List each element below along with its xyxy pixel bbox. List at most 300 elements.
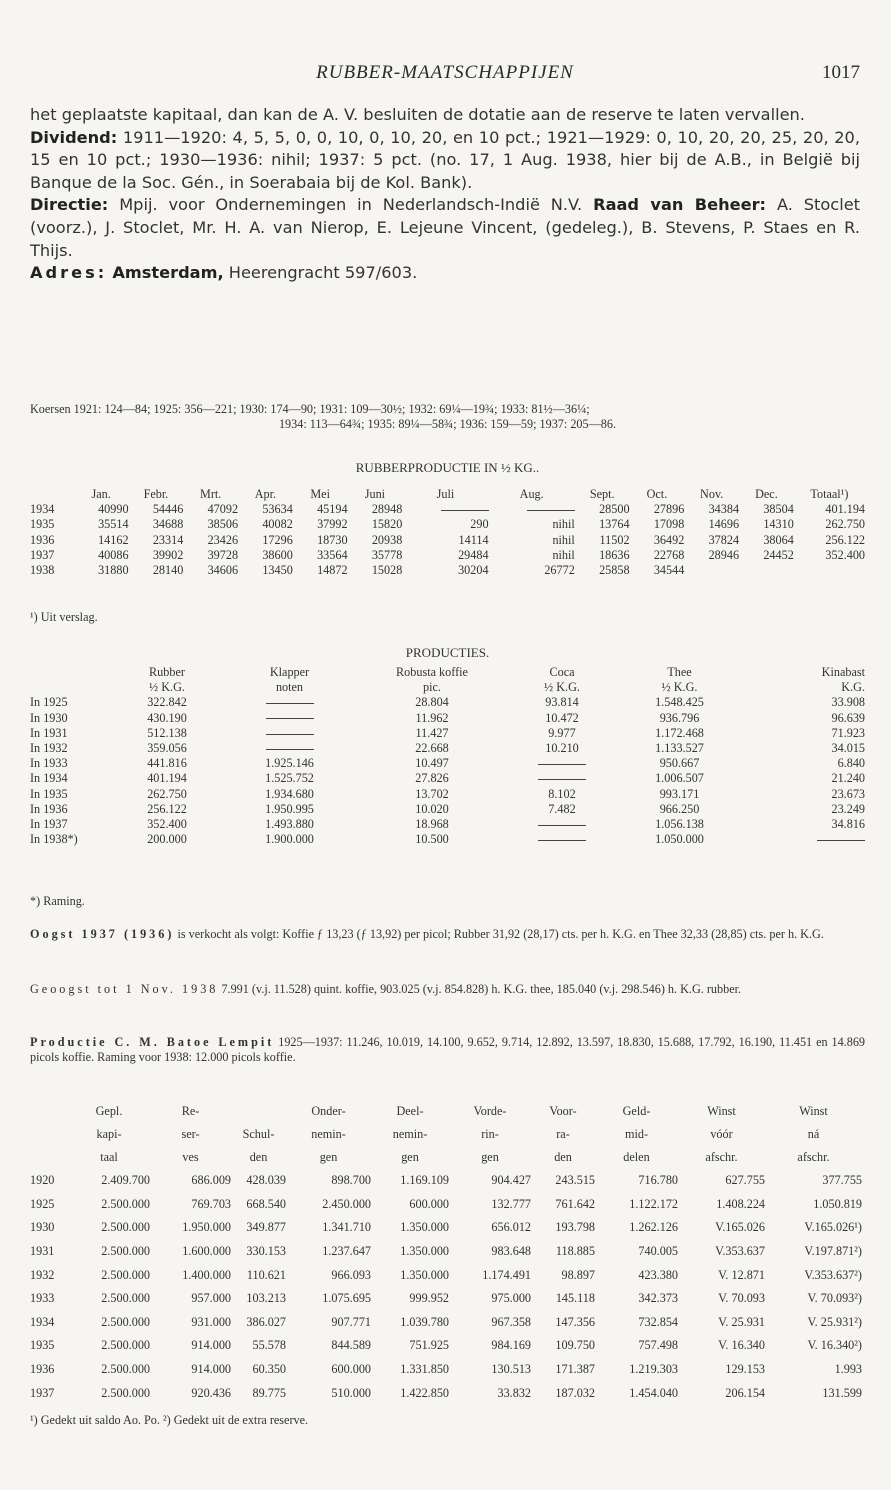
table-row (30, 1169, 862, 1193)
column-header (30, 487, 74, 502)
table-cell: 967.358 (491, 1314, 531, 1329)
table-cell: 38064 (763, 532, 794, 547)
table-cell: 2.500.000 (101, 1220, 150, 1235)
column-header: Vorde- (473, 1103, 507, 1118)
column-header: Winst (707, 1103, 736, 1118)
table-cell: 40086 (98, 547, 129, 562)
table-cell: 131.599 (822, 1385, 862, 1400)
table-cell: 145.118 (555, 1291, 595, 1306)
table-cell (402, 502, 488, 517)
column-header: afschr. (797, 1149, 830, 1164)
table-row (30, 533, 865, 548)
table-cell: 20938 (371, 532, 403, 547)
row-year: 1930 (30, 1220, 55, 1235)
table-cell: 171.387 (555, 1361, 595, 1376)
table-cell: 386.027 (246, 1314, 286, 1329)
table-cell: 1.600.000 (182, 1243, 231, 1258)
table-cell: 256.122 (147, 801, 187, 816)
table-cell: 914.000 (191, 1361, 231, 1376)
table-cell: 716.780 (638, 1173, 678, 1188)
table-cell: V. 16.340²) (807, 1338, 862, 1353)
table-cell: 23426 (207, 532, 239, 547)
column-header: Febr. (143, 487, 169, 501)
table-cell: 14114 (458, 532, 489, 547)
table-cell: 844.589 (331, 1338, 371, 1353)
table-cell: 1.331.850 (400, 1361, 449, 1376)
table-cell: 9.977 (548, 725, 576, 740)
table-cell: 2.500.000 (101, 1243, 150, 1258)
producties-table (30, 665, 865, 847)
row-year: 1935 (30, 1338, 55, 1353)
table-cell: 732.854 (638, 1314, 678, 1329)
table-cell: 1.075.695 (322, 1291, 371, 1306)
table-cell: 23.673 (831, 786, 865, 801)
table-cell: 352.400 (825, 547, 865, 562)
table-cell (507, 832, 617, 847)
table-cell: 13450 (262, 563, 293, 578)
table-cell: 1.900.000 (265, 832, 314, 847)
column-header: Gepl. (95, 1103, 123, 1118)
table-cell: V.353.637 (715, 1243, 765, 1258)
financien-footnote: ¹) Gedekt uit saldo Ao. Po. ²) Gedekt uit de extra reserve. (30, 1413, 309, 1427)
table-cell: 1.133.527 (655, 741, 704, 756)
adres-city: Amsterdam, (112, 263, 224, 283)
table-cell (507, 756, 617, 771)
table-cell: 993.171 (659, 786, 700, 801)
directie-text: Mpij. voor Ondernemingen in Nederlandsch-Indië N.V. (119, 195, 583, 215)
table-cell: 33564 (317, 547, 348, 562)
column-header: Juli (436, 487, 455, 501)
table-cell: 110.621 (246, 1267, 286, 1282)
table-cell: 322.842 (147, 695, 187, 710)
row-year: In 1930 (30, 710, 68, 725)
table-row (30, 1240, 862, 1264)
dash-mark (441, 510, 489, 511)
table-cell: 1.056.138 (655, 817, 704, 832)
table-cell: 686.009 (191, 1173, 231, 1188)
table-cell: 40990 (98, 502, 129, 517)
table-cell: 751.925 (409, 1338, 449, 1353)
dash-mark (266, 734, 314, 735)
table-cell: 22.668 (415, 741, 449, 756)
table-cell: 1.454.040 (629, 1385, 678, 1400)
table-row (30, 832, 865, 847)
table-row (30, 1287, 862, 1311)
table-cell: 1.350.000 (400, 1243, 449, 1258)
column-header: Schul- (242, 1126, 275, 1141)
dash-mark (266, 703, 314, 704)
raad-text: A. Stoclet (voorz.), J. Stoclet, Mr. H. A. van Nierop, E. Lejeune Vincent, (gedeleg.), B. Stevens, P. Staes en R. Thijs. (30, 195, 860, 260)
table-cell: 428.039 (246, 1173, 286, 1188)
table-cell: 2.500.000 (101, 1361, 150, 1376)
table-cell: nihil (552, 532, 575, 547)
table-cell: 668.540 (246, 1196, 286, 1211)
table-cell (507, 771, 617, 786)
table-cell: 18.968 (415, 817, 449, 832)
table-cell: 93.814 (545, 695, 579, 710)
table-row (30, 771, 865, 786)
table-cell: 39728 (207, 547, 239, 562)
column-header: Geld- (622, 1103, 651, 1118)
table-cell: 31880 (98, 563, 129, 578)
table-cell: 1.050.000 (655, 832, 704, 847)
table-cell: 39902 (152, 547, 184, 562)
table-cell: 96.639 (831, 710, 865, 725)
column-header: Onder- (311, 1103, 346, 1118)
table-cell: 1.169.109 (400, 1173, 449, 1188)
table-cell: 38504 (763, 502, 794, 517)
table-cell: 28.804 (415, 695, 449, 710)
table-row (30, 756, 865, 771)
raad-label: Raad van Beheer: (593, 195, 767, 215)
table-cell: V.197.871²) (804, 1243, 862, 1258)
table-cell: 2.500.000 (101, 1291, 150, 1306)
koersen-line-2: 1934: 113—64¾; 1935: 89¼—58¾; 1936: 159—59; 1937: 205—86. (278, 417, 617, 431)
table-cell: 1.400.000 (182, 1267, 231, 1282)
column-header: Voor- (549, 1103, 577, 1118)
table-cell: 342.373 (638, 1291, 678, 1306)
table-cell (739, 563, 794, 578)
body-text (30, 104, 860, 285)
table-cell: 2.500.000 (101, 1385, 150, 1400)
table-row (30, 741, 865, 756)
table-cell: 761.642 (555, 1196, 595, 1211)
table-cell: 510.000 (331, 1385, 371, 1400)
table-cell: 18636 (599, 547, 630, 562)
table-header-row (30, 1146, 862, 1169)
table-cell: 1.408.224 (716, 1196, 765, 1211)
table-row (30, 726, 865, 741)
table-row (30, 1263, 862, 1287)
rubberproductie-title: RUBBERPRODUCTIE IN ½ KG.. (355, 460, 540, 475)
table-cell: 47092 (207, 502, 239, 517)
row-year: 1936 (30, 1361, 55, 1376)
column-header (30, 665, 112, 680)
table-cell: 10.020 (415, 801, 449, 816)
column-header: den (249, 1149, 268, 1164)
table-cell: 21.240 (831, 771, 865, 786)
column-header: K.G. (841, 680, 865, 695)
table-cell: 53634 (262, 502, 293, 517)
column-header: ra- (556, 1126, 570, 1141)
table-row (30, 1334, 862, 1358)
column-header: ½ K.G. (661, 680, 698, 695)
dash-mark (538, 825, 586, 826)
table-cell: 129.153 (725, 1361, 765, 1376)
column-header: rin- (481, 1126, 499, 1141)
column-header: kapi- (96, 1126, 122, 1141)
column-header: Totaal¹) (810, 487, 849, 501)
table-cell: 23314 (152, 532, 184, 547)
table-cell (222, 726, 357, 741)
intro-paragraph: het geplaatste kapitaal, dan kan de A. V. besluiten de dotatie aan de reserve te laten vervallen. (30, 105, 805, 124)
table-cell: 23.249 (831, 801, 865, 816)
table-row (30, 802, 865, 817)
table-cell: 27.826 (415, 771, 449, 786)
column-header: Jan. (91, 487, 111, 501)
table-cell: 103.213 (246, 1291, 286, 1306)
column-header: Dec. (755, 487, 778, 501)
table-cell: 14310 (763, 517, 794, 532)
column-header: Oct. (646, 487, 668, 501)
row-year: 1931 (30, 1243, 55, 1258)
table-cell: 1.122.172 (629, 1196, 678, 1211)
column-header: ná (807, 1126, 820, 1141)
table-cell: 262.750 (147, 786, 187, 801)
table-row (30, 548, 865, 563)
table-cell: 656.012 (491, 1220, 531, 1235)
table-cell: 10.210 (545, 741, 579, 756)
column-header: Juni (364, 487, 386, 501)
table-cell: 34.015 (831, 741, 865, 756)
productie-paragraph (30, 1035, 865, 1065)
table-cell: 14696 (708, 517, 740, 532)
table-cell: 130.513 (491, 1361, 531, 1376)
table-cell: 1.950.000 (182, 1220, 231, 1235)
row-year: In 1933 (30, 756, 68, 771)
table-cell: 401.194 (147, 771, 187, 786)
column-header: Apr. (254, 487, 277, 501)
table-cell (222, 695, 357, 710)
table-cell: 15028 (371, 563, 403, 578)
table-cell: 627.755 (725, 1173, 765, 1188)
table-row (30, 517, 865, 532)
row-year: 1938 (30, 563, 55, 578)
table-cell: 10.497 (415, 756, 449, 771)
table-cell: 904.427 (491, 1173, 531, 1188)
table-cell: 147.356 (555, 1314, 595, 1329)
table-cell: V. 25.931 (718, 1314, 765, 1329)
row-year: 1936 (30, 532, 55, 547)
column-header: Thee (667, 665, 692, 679)
table-cell: 13764 (599, 517, 630, 532)
table-cell: 999.952 (409, 1291, 449, 1306)
table-cell: 14162 (98, 532, 129, 547)
column-header: afschr. (705, 1149, 738, 1164)
dash-mark (538, 764, 586, 765)
table-cell: 931.000 (191, 1314, 231, 1329)
column-header: ½ K.G. (149, 680, 185, 695)
table-cell: 359.056 (147, 741, 187, 756)
column-header: gen (319, 1149, 338, 1164)
table-cell: 330.153 (246, 1243, 286, 1258)
column-header: nemin- (392, 1126, 428, 1141)
table-cell: 2.409.700 (101, 1173, 150, 1188)
directie-label: Directie: (30, 195, 109, 215)
column-header: Kinabast (821, 665, 865, 679)
table-cell: 6.840 (837, 756, 865, 771)
dash-mark (527, 510, 575, 511)
table-cell: 14872 (317, 563, 348, 578)
table-cell: 17098 (653, 517, 685, 532)
table-cell (222, 711, 357, 726)
geoogst-text: 7.991 (v.j. 11.528) quint. koffie, 903.025 (v.j. 854.828) h. K.G. thee, 185.040 (v.j. 298.546) h. K.G. rubber. (221, 982, 742, 996)
table-cell: 1.493.880 (265, 817, 314, 832)
table-cell: 401.194 (825, 502, 865, 517)
table-cell: V.165.026¹) (804, 1220, 862, 1235)
table-cell: 15820 (371, 517, 403, 532)
column-header: Re- (181, 1103, 200, 1118)
column-header: Aug. (519, 487, 544, 501)
row-year: 1932 (30, 1267, 55, 1282)
table-cell: 290 (470, 517, 489, 532)
dividend-paragraph (30, 127, 860, 195)
row-year: In 1934 (30, 771, 68, 786)
table-cell: 966.250 (659, 801, 700, 816)
table-cell: 966.093 (331, 1267, 371, 1282)
row-year: In 1931 (30, 725, 68, 740)
column-header: mid- (624, 1126, 649, 1141)
table-cell: 34384 (708, 502, 740, 517)
column-header: pic. (423, 680, 441, 695)
koersen-line-1: Koersen 1921: 124—84; 1925: 356—221; 1930: 174—90; 1931: 109—30½; 1932: 69¼—19¾; 1933: 81½—36¼; (30, 402, 590, 416)
table-cell: 1.525.752 (265, 771, 314, 786)
table-cell: 10.472 (545, 710, 579, 725)
column-header (30, 1100, 68, 1123)
table-header-row (30, 1123, 862, 1146)
table-cell: 1.925.146 (265, 756, 314, 771)
table-cell: 1.422.850 (400, 1385, 449, 1400)
row-year: 1937 (30, 547, 55, 562)
oogst-text: is verkocht als volgt: Koffie ƒ 13,23 (ƒ 13,92) per picol; Rubber 31,92 (28,17) cts. per h. K.G. en Thee 32,33 (28,85) cts. per h. K.G. (177, 927, 824, 941)
table-cell: 1.548.425 (655, 695, 704, 710)
table-cell (742, 832, 865, 847)
row-year: 1935 (30, 517, 55, 532)
table-cell: 187.032 (555, 1385, 595, 1400)
column-header (30, 1123, 68, 1146)
row-year: 1937 (30, 1385, 55, 1400)
table-cell: 1.219.303 (629, 1361, 678, 1376)
rubberproductie-table (30, 487, 865, 578)
dash-mark (538, 840, 586, 841)
table-cell: 26772 (544, 563, 575, 578)
table-cell: V.165.026 (715, 1220, 765, 1235)
column-header: vóór (710, 1126, 733, 1141)
column-header: Nov. (700, 487, 724, 501)
table-cell: 1.993 (834, 1361, 862, 1376)
table-cell: 262.750 (825, 517, 865, 532)
row-year: In 1937 (30, 817, 68, 832)
table-cell: 24452 (763, 547, 794, 562)
koersen-block (30, 402, 865, 432)
producties-title: PRODUCTIES. (405, 645, 490, 660)
table-header-row (30, 1100, 862, 1123)
row-year: 1934 (30, 1314, 55, 1329)
table-cell: 34.816 (831, 817, 865, 832)
table-cell: 1.006.507 (655, 771, 704, 786)
table-row (30, 787, 865, 802)
dividend-label: Dividend: (30, 127, 118, 147)
table-cell: 1.262.126 (629, 1220, 678, 1235)
table-cell: 38600 (262, 547, 293, 562)
table-cell: 38506 (207, 517, 239, 532)
table-cell: 11.962 (415, 710, 449, 725)
table-cell: nihil (552, 517, 575, 532)
table-cell: 352.400 (147, 817, 187, 832)
column-header: Coca (549, 665, 575, 679)
table-cell: 34544 (653, 563, 685, 578)
table-cell: 430.190 (147, 710, 187, 725)
column-header: ½ K.G. (544, 680, 580, 695)
table-cell: 60.350 (252, 1361, 286, 1376)
table-cell: 13.702 (415, 786, 449, 801)
table-cell: 34606 (207, 563, 239, 578)
column-header: Winst (799, 1103, 828, 1118)
table-cell: V. 12.871 (718, 1267, 765, 1282)
column-header: gen (481, 1149, 499, 1164)
table-row (30, 695, 865, 710)
column-header: delen (623, 1149, 650, 1164)
column-header (231, 1100, 286, 1123)
table-cell (794, 563, 865, 578)
table-cell: 1.172.468 (655, 725, 704, 740)
table-cell: 1.039.780 (400, 1314, 449, 1329)
table-cell: 35514 (98, 517, 129, 532)
table-cell: 1.350.000 (400, 1267, 449, 1282)
column-header: Robusta koffie (396, 665, 468, 679)
table-cell: 920.436 (191, 1385, 231, 1400)
column-header: ves (182, 1149, 199, 1164)
table-cell: 34688 (152, 517, 184, 532)
table-cell: 28140 (152, 563, 184, 578)
table-cell: 1.350.000 (400, 1220, 449, 1235)
table-cell: 132.777 (491, 1196, 531, 1211)
dash-mark (538, 779, 586, 780)
financien-table (30, 1100, 862, 1405)
table-cell: 600.000 (409, 1196, 449, 1211)
oogst-paragraph (30, 927, 865, 942)
table-header-row (30, 665, 865, 680)
table-row (30, 1311, 862, 1335)
table-cell: 984.169 (491, 1338, 531, 1353)
table-cell (507, 817, 617, 832)
table-cell (489, 502, 575, 517)
table-cell: 27896 (653, 502, 685, 517)
table-cell: 2.500.000 (101, 1267, 150, 1282)
table-cell: 33.908 (831, 695, 865, 710)
table-cell: 28946 (708, 547, 740, 562)
table-row (30, 711, 865, 726)
column-header: gen (401, 1149, 419, 1164)
row-year: In 1925 (30, 695, 68, 710)
table-cell: 25858 (599, 563, 630, 578)
running-header (30, 62, 860, 84)
row-year: 1933 (30, 1291, 55, 1306)
column-header: nemin- (311, 1126, 346, 1141)
dash-mark (266, 718, 314, 719)
table-row (30, 1358, 862, 1382)
table-cell: 36492 (653, 532, 685, 547)
table-cell: V. 16.340 (718, 1338, 765, 1353)
column-header: den (554, 1149, 572, 1164)
table-header-row (30, 487, 865, 502)
table-cell: 2.500.000 (101, 1314, 150, 1329)
table-cell (684, 563, 739, 578)
geoogst-label: Geoogst tot 1 Nov. 1938 (30, 982, 219, 996)
table-cell: 975.000 (491, 1291, 531, 1306)
table-cell: V. 25.931²) (807, 1314, 862, 1329)
dash-mark (817, 840, 865, 841)
table-cell: 54446 (152, 502, 184, 517)
table-cell: 914.000 (191, 1338, 231, 1353)
row-year: In 1935 (30, 786, 68, 801)
table-cell: 71.923 (831, 725, 865, 740)
table-cell: 18730 (317, 532, 348, 547)
table-cell: 983.648 (491, 1243, 531, 1258)
table-cell: 1.050.819 (813, 1196, 862, 1211)
productie-label: Productie C. M. Batoe Lempit (30, 1035, 275, 1049)
adres-street: Heerengracht 597/603. (228, 263, 418, 283)
